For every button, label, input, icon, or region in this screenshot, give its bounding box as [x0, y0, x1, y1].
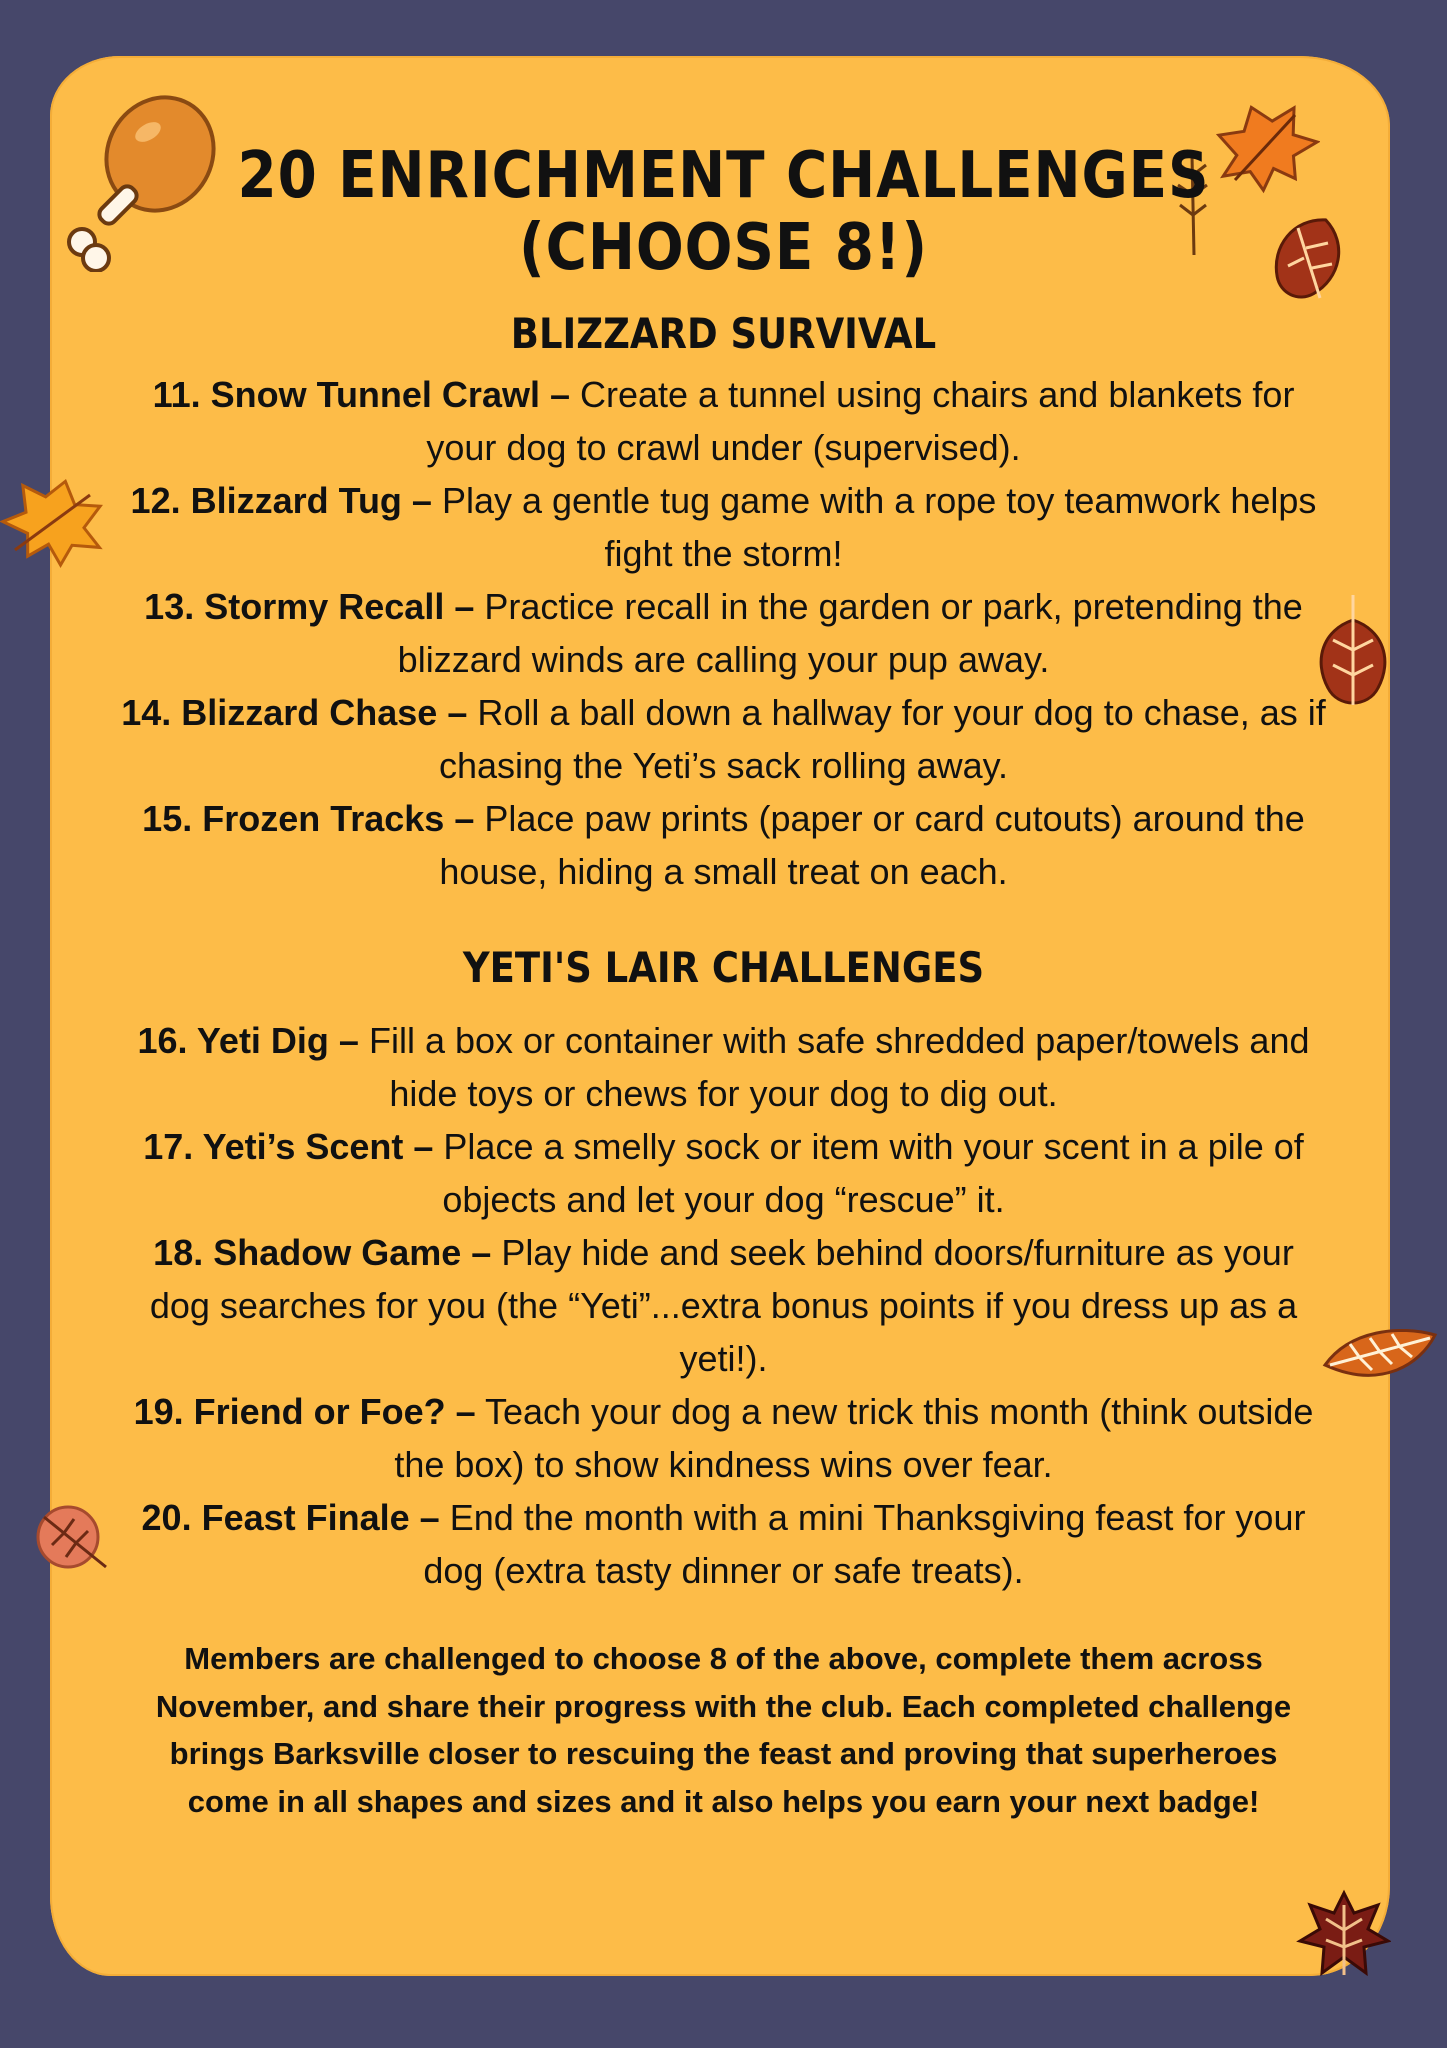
- challenge-title: 11. Snow Tunnel Crawl –: [152, 374, 570, 415]
- challenge-item: [120, 1120, 1327, 1226]
- challenge-list-blizzard: [120, 368, 1327, 898]
- autumn-leaf-icon: [1320, 1320, 1440, 1390]
- challenge-title: 17. Yeti’s Scent –: [143, 1126, 434, 1167]
- challenge-description: Fill a box or container with safe shredded paper/towels and hide toys or chews for your dog to dig out.: [358, 1020, 1310, 1114]
- challenge-description: Play a gentle tug game with a rope toy teamwork helps fight the storm!: [431, 480, 1317, 574]
- flyer-content: [120, 140, 1327, 1825]
- challenge-item: [120, 1385, 1327, 1491]
- challenge-item: [120, 368, 1327, 474]
- challenge-description: Play hide and seek behind doors/furniture as your dog searches for you (the “Yeti”...extra bonus points if you dress up as a yeti!).: [149, 1232, 1298, 1379]
- section-heading-blizzard: BLIZZARD SURVIVAL: [510, 309, 937, 358]
- section-heading-yeti-lair: YETI'S LAIR CHALLENGES: [462, 943, 985, 992]
- challenge-item: [120, 580, 1327, 686]
- challenge-description: Place a smelly sock or item with your scent in a pile of objects and let your dog “rescue” it.: [433, 1126, 1304, 1220]
- challenge-description: Roll a ball down a hallway for your dog to chase, as if chasing the Yeti’s sack rolling away.: [438, 692, 1326, 786]
- challenge-description: Teach your dog a new trick this month (think outside the box) to show kindness wins over fear.: [394, 1391, 1314, 1485]
- challenge-description: Practice recall in the garden or park, pretending the blizzard winds are calling your pup away.: [397, 586, 1303, 680]
- challenge-title: 13. Stormy Recall –: [144, 586, 475, 627]
- challenge-list-yeti-lair: [120, 1014, 1327, 1597]
- autumn-leaf-icon: [0, 470, 110, 570]
- title-line-1: 20 ENRICHMENT CHALLENGES: [237, 139, 1210, 213]
- challenge-description: Create a tunnel using chairs and blankets for your dog to crawl under (supervised).: [426, 374, 1295, 468]
- challenge-title: 12. Blizzard Tug –: [130, 480, 432, 521]
- challenge-title: 19. Friend or Foe? –: [133, 1391, 476, 1432]
- challenge-title: 15. Frozen Tracks –: [142, 798, 475, 839]
- challenge-item: [120, 474, 1327, 580]
- challenge-item: [120, 1014, 1327, 1120]
- challenge-description: Place paw prints (paper or card cutouts) around the house, hiding a small treat on each.: [439, 798, 1305, 892]
- title-line-2: (CHOOSE 8!): [519, 211, 928, 285]
- challenge-title: 18. Shadow Game –: [153, 1232, 492, 1273]
- challenge-item: [120, 1226, 1327, 1385]
- challenge-description: End the month with a mini Thanksgiving feast for your dog (extra tasty dinner or safe treats).: [423, 1497, 1306, 1591]
- autumn-leaf-icon: [1296, 1885, 1391, 1980]
- challenge-item: [120, 686, 1327, 792]
- autumn-leaf-icon: [34, 1505, 114, 1575]
- challenge-title: 20. Feast Finale –: [141, 1497, 440, 1538]
- challenge-item: [120, 792, 1327, 898]
- challenge-item: [120, 1491, 1327, 1597]
- footer-note: Members are challenged to choose 8 of the above, complete them across November, and share their progress with the club. Each completed challenge brings Barksville closer to rescuing the feast and proving that superheroes come in all shapes and sizes and it also helps you earn your next badge!: [155, 1641, 1292, 1819]
- challenge-title: 16. Yeti Dig –: [137, 1020, 359, 1061]
- page-title: [192, 140, 1254, 284]
- challenge-title: 14. Blizzard Chase –: [121, 692, 468, 733]
